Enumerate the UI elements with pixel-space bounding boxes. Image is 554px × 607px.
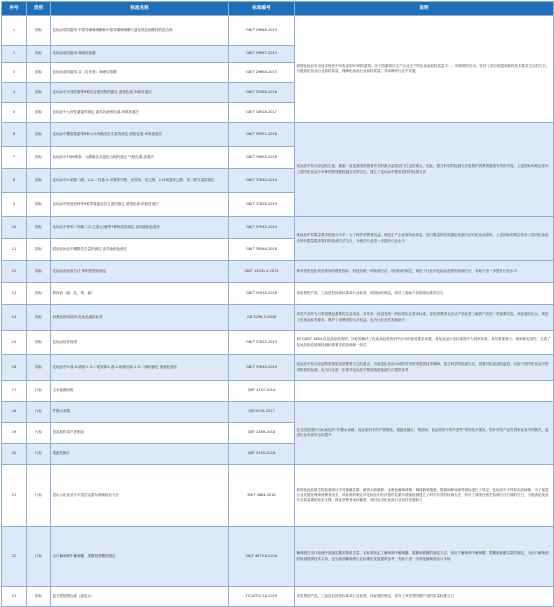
row-category: 国标 — [27, 331, 51, 355]
row-note: 化妆品中非法添加抗生素、激素一直是我国消费者安全的重点监管部门打击的重点，因此，建立科学的检测方法是保护消费者健康有效的手段。上述国标的制定弥补了国内化妆品中多种药物残留检测方法的空白，建立了化妆品中禁用原料的检测方法 — [295, 123, 554, 217]
table-row — [2, 402, 554, 423]
row-standard-name: 眼部化妆品中硼酸类含量的测定 高效液相色谱法 — [51, 239, 229, 261]
row-standard-code: GB/T 29666-2013 — [229, 16, 295, 46]
row-standard-name: 柠檬水香精 — [51, 402, 229, 423]
table-row — [2, 123, 554, 147]
row-number: 14 — [2, 305, 27, 331]
row-category: 国标 — [27, 63, 51, 83]
row-standard-code: GB/T 35946-2018 — [229, 239, 295, 261]
row-category: 国标 — [27, 355, 51, 381]
row-number: 6 — [2, 123, 27, 147]
row-category: 行标 — [27, 527, 51, 587]
row-note: 我国化妆品微生物检测项目中对菌落总数、耐热大肠菌群、金黄色葡萄球菌、铜绿假单胞菌、霉菌和酵母菌等指标进行了规定，化妆品中不得检出致病菌，为了促进行业发展及保障消费者安全，该标准的制定对化妆品中的洋葱伯克霍尔德菌检测建立了科学有效的检测方法，弥补了我国在相关检测方法方面的空白，为提高化妆品安全质量提供技术支撑，保证消费者身体健康，同时也为化妆品行业良性发展助力 — [295, 465, 554, 527]
row-standard-name: 化妆品中4-硝基二醇、2,4-二羟基-3-甲基苯甲醛、丙邻苯、苯乙醇、2-丙氧基环己醇、茂二醇含量的测定 — [51, 169, 229, 193]
row-standard-code: T/CAFFCI 18-2019 — [229, 587, 295, 607]
row-standard-name: 出口葡萄酒中葡萄糖、果糖和蔗糖的测定 — [51, 527, 229, 587]
row-category: 国标 — [27, 169, 51, 193]
table-row — [2, 527, 554, 587]
header-code: 标准编号 — [229, 2, 295, 16]
row-standard-name: 进出口化妆品中丰富伯克霍尔德菌检验方法 — [51, 465, 229, 527]
row-category: 行标 — [27, 381, 51, 402]
row-standard-code: GB/T 35914-2018 — [229, 283, 295, 305]
row-standard-name: 果蔬发酵汁 — [51, 444, 229, 465]
row-standard-code: GB/T 37625-2019 — [229, 331, 295, 355]
row-category: 国标 — [27, 123, 51, 147]
header-note: 说明 — [295, 2, 554, 16]
table-row — [2, 355, 554, 381]
row-number: 4 — [2, 83, 27, 103]
header-no: 序号 — [2, 2, 27, 16]
row-number: 2 — [2, 46, 27, 63]
row-standard-code: GB/T 34918-2017 — [229, 103, 295, 123]
table-row — [2, 331, 554, 355]
row-standard-name: 消费品使用说明 化妆品通用标签 — [51, 305, 229, 331]
row-number: 18 — [2, 402, 27, 423]
row-category: 国标 — [27, 193, 51, 217]
row-standard-code: QBT 5350-2018 — [229, 444, 295, 465]
row-standard-name: 玉米素酸胶粉 — [51, 381, 229, 402]
row-standard-name: 化妆品用检验方法 体积密度的测定 — [51, 261, 229, 283]
row-number: 3 — [2, 63, 27, 83]
row-standard-code: GB/T 29668-2013 — [229, 63, 295, 83]
table-row — [2, 283, 554, 305]
row-category: 行标 — [27, 423, 51, 444]
row-standard-name: 食品原料用芦荟制品 — [51, 423, 229, 444]
header-row — [2, 2, 554, 16]
row-standard-code: GB/T 37644-2019 — [229, 355, 295, 381]
header-name: 标准名称 — [51, 2, 229, 16]
row-standard-name: 化妆品中七种性激素的测定 超高效液相色谱-串联质谱法 — [51, 103, 229, 123]
row-note: 化妆品中有限量要求的组分分多，为了保护消费者权益，规范生产企业原料添加量，进行限量的有效测定检测方法对化妆品原料，上述国标的制定弥补了国内化妆品多种有限量要求原料的检测方法空白，为相关行业进一步提升行业水平 — [295, 217, 554, 261]
row-category: 国标 — [27, 103, 51, 123]
row-number: 8 — [2, 169, 27, 193]
row-category: 行标 — [27, 444, 51, 465]
row-category: 国标 — [27, 16, 51, 46]
row-standard-code: GB/T 35894-2018 — [229, 147, 295, 169]
row-standard-code: SN/T 4675.6-2016 — [229, 527, 295, 587]
row-number: 9 — [2, 193, 27, 217]
row-standard-name: 蓝匀型防晒乳液（液包水） — [51, 587, 229, 607]
row-category: 国标 — [27, 147, 51, 169]
row-standard-name: 化妆品中多西拉敏等9种抗过敏药物的测定 液相色谱-串联质谱法 — [51, 83, 229, 103]
row-standard-name: 化妆品用防腐剂 双（羟甲基）咪唑烷基脲 — [51, 63, 229, 83]
row-standard-code: GB/T 37640-2019 — [229, 169, 295, 193]
table-row — [2, 16, 554, 46]
row-number: 7 — [2, 147, 27, 169]
row-category: 国标 — [27, 46, 51, 63]
standards-table — [1, 1, 554, 607]
row-number: 20 — [2, 444, 27, 465]
row-number: 15 — [2, 331, 27, 355]
row-number: 11 — [2, 239, 27, 261]
row-note: 取代QB/T 1684 化妆品检验规则，该标准解决了化妆品检验规则中应用的检验要求问题，将化妆品行业标准提升为国家标准，具有重要意义。规则和实用性，完善了化妆品检验规则检测标准要求的协调和一致性 — [295, 331, 554, 355]
row-standard-code: QBT 2489-2018 — [229, 423, 295, 444]
row-category: 行标 — [27, 465, 51, 527]
row-standard-code: GB/T 35951-2018 — [229, 123, 295, 147]
row-number: 12 — [2, 261, 27, 283]
row-category: 国标 — [27, 305, 51, 331]
row-note: 葡萄酒在出口检测中需测定糖类物质含量，本标准规定了葡萄酒中葡萄糖、果糖和蔗糖的测定方法，适用于葡萄酒中葡萄糖、果糖和蔗糖含量的测定，为出口葡萄酒的检测提供技术支持，也为我国葡萄酒行业标准化发展提供参考，有助于进一步规范葡萄酒出口市场 — [295, 527, 554, 587]
row-category: 国标 — [27, 261, 51, 283]
row-number: 10 — [2, 217, 27, 239]
row-note — [295, 381, 554, 402]
table-row — [2, 305, 554, 331]
row-number: 22 — [2, 527, 27, 587]
row-standard-code: GB/T 37626-2019 — [229, 193, 295, 217]
table-row — [2, 587, 554, 607]
header-category: 类别 — [27, 2, 51, 16]
row-category: 国标 — [27, 283, 51, 305]
table-row — [2, 381, 554, 402]
row-category: 团标 — [27, 587, 51, 607]
row-category: 国标 — [27, 83, 51, 103]
row-number: 21 — [2, 465, 27, 527]
row-standard-name: 化妆品用防腐剂 甲基异噻唑啉酮和甲基异噻唑啉酮与氯化镁及硝酸镁的混合物 — [51, 16, 229, 46]
row-standard-name: 化妆品检验规则 — [51, 331, 229, 355]
row-category: 国标 — [27, 239, 51, 261]
row-note: 在全国范围内与标准化的“柠檬水香精、食品原料中的芦荟制品、果蔬发酵汁、黑蒜粉、食品原料中的芦荟等”等的技术要求，弥补该类产品在国家标准中的缺失，促进行业市场安全的提升 — [295, 402, 554, 465]
row-note: 相对密度是化妆品常用的理化指标，但没有统一的检测方法。该国标的制定，规范了行业内化妆品密度的检测方法，有助于进一步提升行业水平 — [295, 261, 554, 283]
row-number: 1 — [2, 16, 27, 46]
row-standard-name: 卸妆油（液、乳、膏、霜） — [51, 283, 229, 305]
row-number: 17 — [2, 381, 27, 402]
row-standard-name: 化妆品用防腐剂 咪唑烷基脲 — [51, 46, 229, 63]
row-standard-name: 化妆品中邻苯二甲酸二(2-乙基)己酯等7种物质的测定 高效液相色谱法 — [51, 217, 229, 239]
row-standard-name: 化妆品中螺旋霉素等8种大环内酯类抗生素的测定 液相色谱-串联质谱法 — [51, 123, 229, 147]
row-number: 13 — [2, 283, 27, 305]
row-standard-code: GB/T 29667-2013 — [229, 46, 295, 63]
table-row — [2, 465, 554, 527]
row-note: 化妆品中非法添加禁用物质是消费者关注的重点，为规范化妆品市场的安全使用提供技术保障，建立科学的检测方法，加强对化妆品的监管，有助于国内化妆品中禁用物质的检测，也为行业进一步提升化妆品中禁用物质检测方法提供参考 — [295, 355, 554, 381]
row-note: 该类型的产品，之前没有国家标准或行业标准，该国标的制定，弥补了卸妆产品国家标准的空白 — [295, 283, 554, 305]
row-standard-name: 化妆品中5-溴-5-硝基-1,3-二噁烷和2-溴-2-硝基丙烷-1,3-二醇的测定 液相色谱法 — [51, 355, 229, 381]
row-number: 23 — [2, 587, 27, 607]
table-row — [2, 261, 554, 283]
row-standard-name: 化妆品中10种硝基二元醇酸及其氯化合物的测定 气相色谱-质谱法 — [51, 147, 229, 169]
table-row — [2, 217, 554, 239]
row-standard-code: GB/T 32986-2016 — [229, 83, 295, 103]
row-standard-code: GB/T 37545-2019 — [229, 217, 295, 239]
row-number: 19 — [2, 423, 27, 444]
row-standard-code: GB 5296.3-2008 — [229, 305, 295, 331]
row-category: 国标 — [27, 217, 51, 239]
row-note: 该类产品作为日常消费品重要的生活用品，多年来一直没有统一的标签标注要求标准，导致消费者无法从产品标签了解到产品的一些重要信息，该标准的出台，规范了化妆品标签要求，保护了消费者的合法权益，也为行业良性发展助力 — [295, 305, 554, 331]
row-standard-name: 化妆品中阿莫西林等9种青霉素类抗生素的测定 液相色谱-串联质谱法 — [51, 193, 229, 217]
row-standard-code: QBT5176-2017 — [229, 402, 295, 423]
row-number: 16 — [2, 355, 27, 381]
row-note: 我国化妆品安全技术规范中所收录的57种防腐剂，各个防腐剂在生产企业生产的化妆品原料质量不一，该保准的出台，弥补了部分防腐剂原料技术要求空白的空白，为提高化妆品行业原料质量，保障化妆品行业原料质量，具体操作行业中实施 — [295, 16, 554, 123]
row-category: 行标 — [27, 402, 51, 423]
row-number: 5 — [2, 103, 27, 123]
row-note: 该类型的产品，之前没有国家标准或行业标准，该标准的制定，弥补了该类型防晒产品的质量标准空白 — [295, 587, 554, 607]
row-standard-code: QBT 4707-2014 — [229, 381, 295, 402]
row-standard-code: GB/T 13531.4 2013 — [229, 261, 295, 283]
row-standard-code: SN/T 4684-2016 — [229, 465, 295, 527]
